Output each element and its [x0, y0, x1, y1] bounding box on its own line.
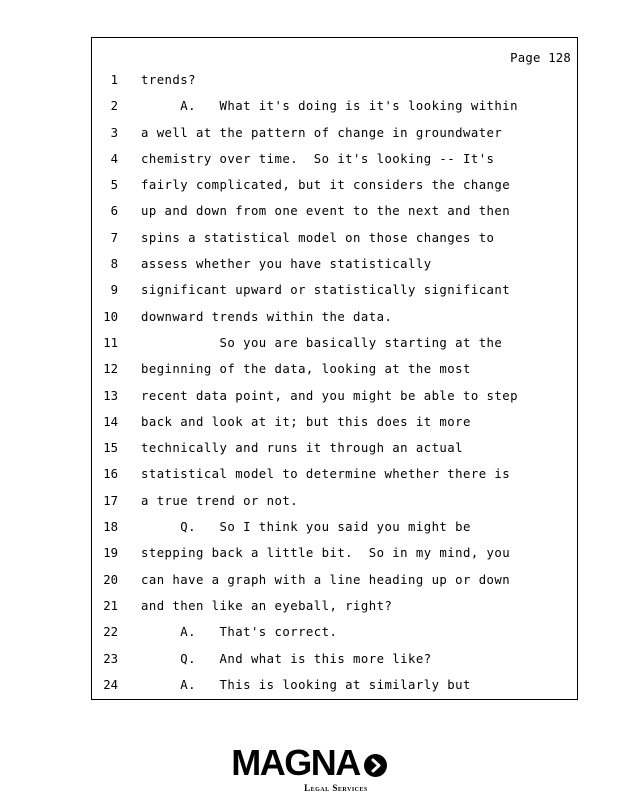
line-number: 13: [103, 388, 118, 403]
transcript-line: [92, 625, 577, 651]
line-number: 14: [103, 414, 118, 429]
transcript-line: [92, 599, 577, 625]
line-text: significant upward or statistically significant: [141, 283, 511, 298]
line-text: Q. And what is this more like?: [141, 651, 432, 666]
line-number: 15: [103, 441, 118, 456]
line-text: A. That's correct.: [141, 625, 338, 640]
line-number: 16: [103, 467, 118, 482]
logo-name: MAGNA: [231, 742, 360, 783]
magna-logo: [0, 742, 618, 793]
transcript-line: [92, 257, 577, 283]
line-text: statistical model to determine whether there is: [141, 467, 511, 482]
line-text: technically and runs it through an actual: [141, 441, 463, 456]
transcript-lines: [92, 73, 577, 704]
line-text: can have a graph with a line heading up or down: [141, 572, 511, 587]
transcript-line: [92, 152, 577, 178]
line-text: chemistry over time. So it's looking -- It's: [141, 151, 495, 166]
line-number: 8: [110, 257, 118, 272]
transcript-page: [91, 37, 578, 700]
line-number: 1: [110, 73, 118, 87]
line-text: beginning of the data, looking at the most: [141, 362, 471, 377]
line-number: 21: [103, 598, 118, 613]
transcript-line: [92, 546, 577, 572]
transcript-line: [92, 573, 577, 599]
line-text: spins a statistical model on those changes to: [141, 230, 495, 245]
line-text: a true trend or not.: [141, 493, 299, 508]
transcript-line: [92, 362, 577, 388]
line-number: 12: [103, 362, 118, 377]
transcript-line: [92, 99, 577, 125]
line-number: 3: [110, 125, 118, 140]
transcript-line: [92, 310, 577, 336]
line-number: 18: [103, 520, 118, 535]
page-number: Page 128: [510, 51, 571, 65]
line-text: stepping back a little bit. So in my mind, you: [141, 546, 511, 561]
line-text: trends?: [141, 73, 196, 87]
line-text: So you are basically starting at the: [141, 335, 503, 350]
transcript-line: [92, 441, 577, 467]
transcript-line: [92, 467, 577, 493]
line-number: 9: [110, 283, 118, 298]
line-text: and then like an eyeball, right?: [141, 598, 393, 613]
line-text: a well at the pattern of change in groundwater: [141, 125, 503, 140]
transcript-line: [92, 178, 577, 204]
transcript-line: [92, 520, 577, 546]
chevron-right-circle-icon: [364, 754, 387, 777]
line-text: assess whether you have statistically: [141, 257, 432, 272]
line-text: downward trends within the data.: [141, 309, 393, 324]
transcript-line: [92, 126, 577, 152]
line-number: 10: [103, 309, 118, 324]
line-number: 7: [110, 230, 118, 245]
transcript-line: [92, 73, 577, 99]
line-number: 11: [103, 335, 118, 350]
logo-wordmark: [231, 742, 386, 783]
line-text: fairly complicated, but it considers the change: [141, 178, 511, 193]
transcript-line: [92, 415, 577, 441]
line-number: 5: [110, 178, 118, 193]
line-text: Q. So I think you said you might be: [141, 520, 471, 535]
line-number: 23: [103, 651, 118, 666]
line-number: 19: [103, 546, 118, 561]
transcript-line: [92, 204, 577, 230]
transcript-line: [92, 652, 577, 678]
line-number: 6: [110, 204, 118, 219]
transcript-line: [92, 389, 577, 415]
transcript-line: [92, 494, 577, 520]
line-text: recent data point, and you might be able to step: [141, 388, 518, 403]
line-number: 20: [103, 572, 118, 587]
line-number: 4: [110, 151, 118, 166]
transcript-line: [92, 231, 577, 257]
logo-subtitle: Legal Services: [304, 783, 368, 793]
transcript-line: [92, 678, 577, 704]
line-text: up and down from one event to the next and then: [141, 204, 511, 219]
transcript-line: [92, 283, 577, 309]
line-text: back and look at it; but this does it more: [141, 414, 471, 429]
chevron-right-circle-icon-svg: [364, 754, 387, 777]
line-number: 24: [103, 677, 118, 692]
line-number: 2: [110, 99, 118, 114]
line-text: A. What it's doing is it's looking within: [141, 99, 518, 114]
line-text: A. This is looking at similarly but: [141, 677, 471, 692]
transcript-line: [92, 336, 577, 362]
line-number: 17: [103, 493, 118, 508]
line-number: 22: [103, 625, 118, 640]
